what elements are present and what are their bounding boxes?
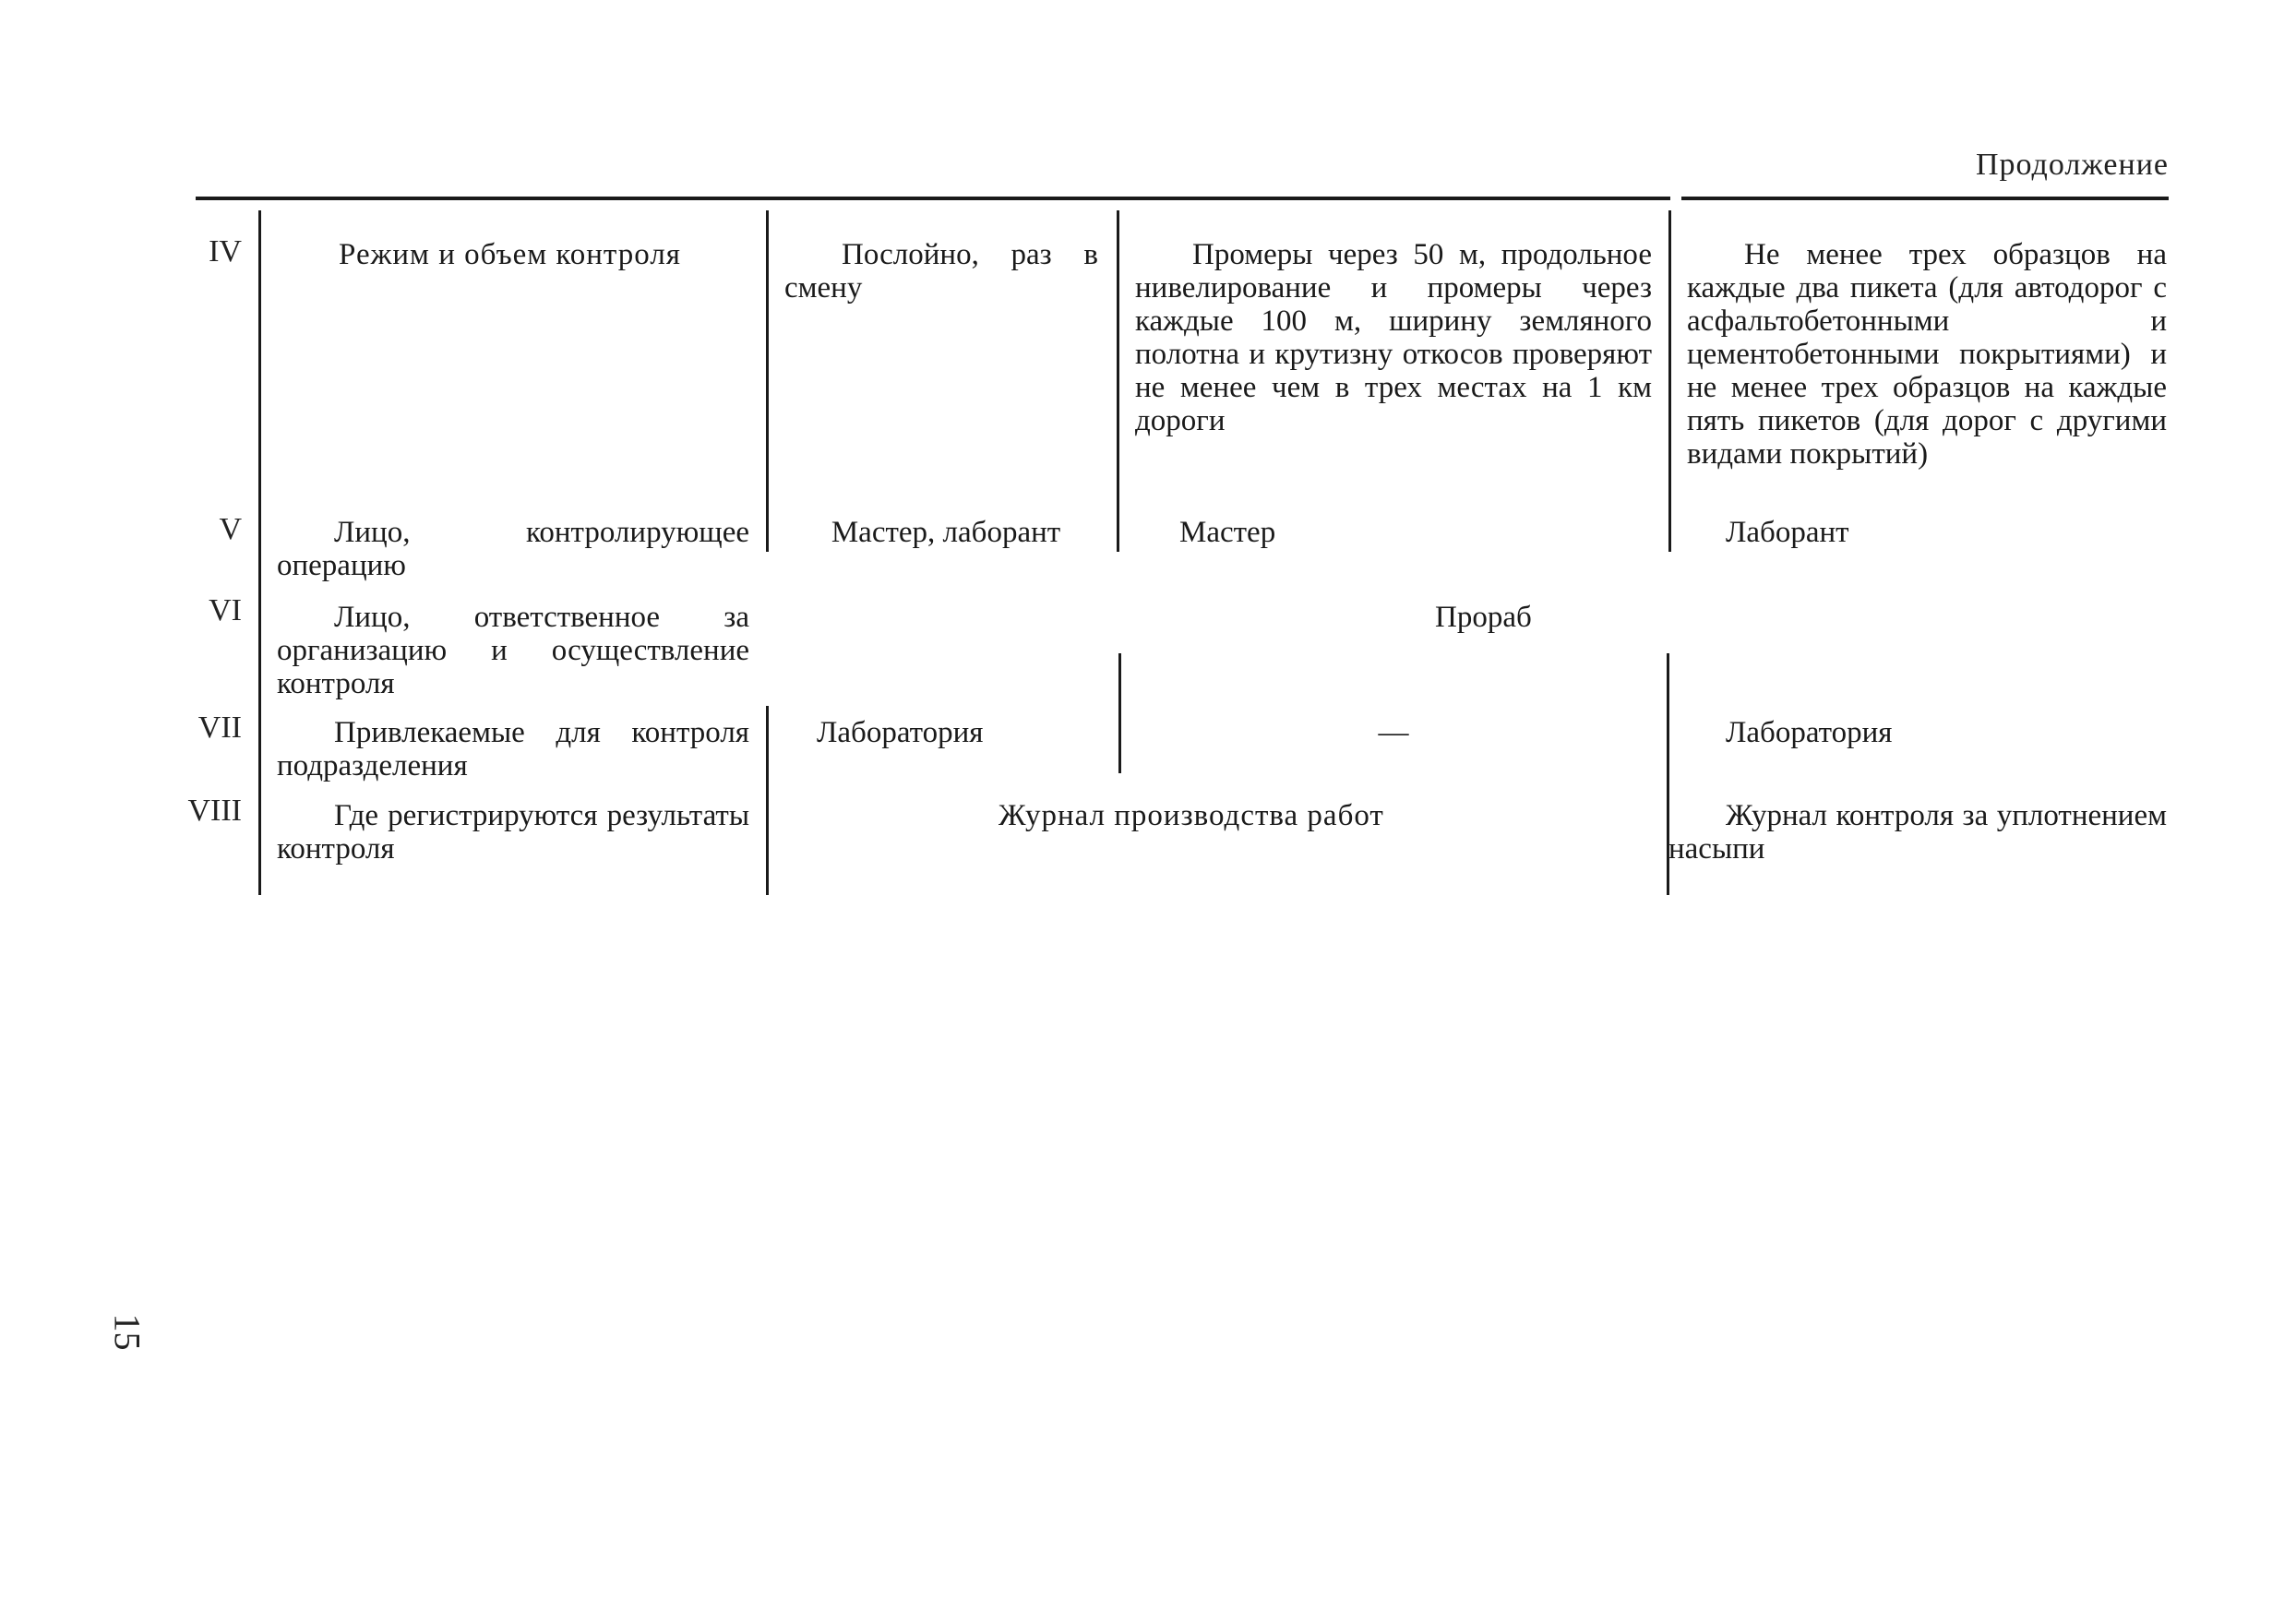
row-value-col4: Не менее трех образцов на каждые два пикета (для автодорог с асфальтобетонными и цементобетонными покрытиями) и не менее трех образцов на каждые пять пикетов (для дорог с другими видами покрытий): [1687, 238, 2167, 471]
row-value-col3: Промеры через 50 м, продольное нивелирование и промеры через каждые 100 м, ширину земляного полотна и крутизну откосов проверяют не менее чем в трех местах на 1 км дороги: [1135, 238, 1652, 437]
row-number: V: [219, 512, 242, 546]
row-number: VII: [197, 710, 242, 745]
row-value-col4: Журнал контроля за уплотнением насыпи: [1668, 799, 2167, 866]
row-number: VI: [209, 593, 242, 627]
table-top-rule-left: [196, 197, 1670, 200]
row-value-merged: Прораб: [1435, 601, 1532, 634]
row-value-col2: Мастер, лаборант: [831, 516, 1061, 549]
row-value-col3: —: [1378, 716, 1409, 749]
row-number: IV: [209, 234, 242, 269]
column-rule-col4-upper: [1668, 210, 1671, 552]
column-rule-col3-lower: [1118, 653, 1121, 773]
row-label: Режим и объем контроля: [339, 238, 681, 271]
row-label: Лицо, контролирующее операцию: [277, 516, 749, 582]
page-number: 15: [106, 1313, 149, 1351]
column-rule-col2-lower: [766, 706, 769, 895]
row-value-col23: Журнал производства работ: [999, 799, 1384, 832]
row-number: VIII: [187, 794, 242, 828]
table-top-rule-right: [1681, 197, 2169, 200]
column-rule-col3-upper: [1117, 210, 1119, 552]
row-label: Где регистрируются результаты контроля: [277, 799, 749, 866]
row-value-col3: Мастер: [1179, 516, 1276, 549]
row-value-col2: Лаборатория: [817, 716, 984, 749]
row-label: Лицо, ответственное за организацию и осуществление контроля: [277, 601, 749, 700]
column-rule-label: [258, 210, 261, 895]
row-value-col2: Послойно, раз в смену: [784, 238, 1098, 304]
column-rule-col2-upper: [766, 210, 769, 552]
row-value-col4: Лаборатория: [1726, 716, 1893, 749]
continuation-label: Продолжение: [1975, 148, 2169, 182]
row-label: Привлекаемые для контроля подразделения: [277, 716, 749, 782]
row-value-col4: Лаборант: [1726, 516, 1849, 549]
